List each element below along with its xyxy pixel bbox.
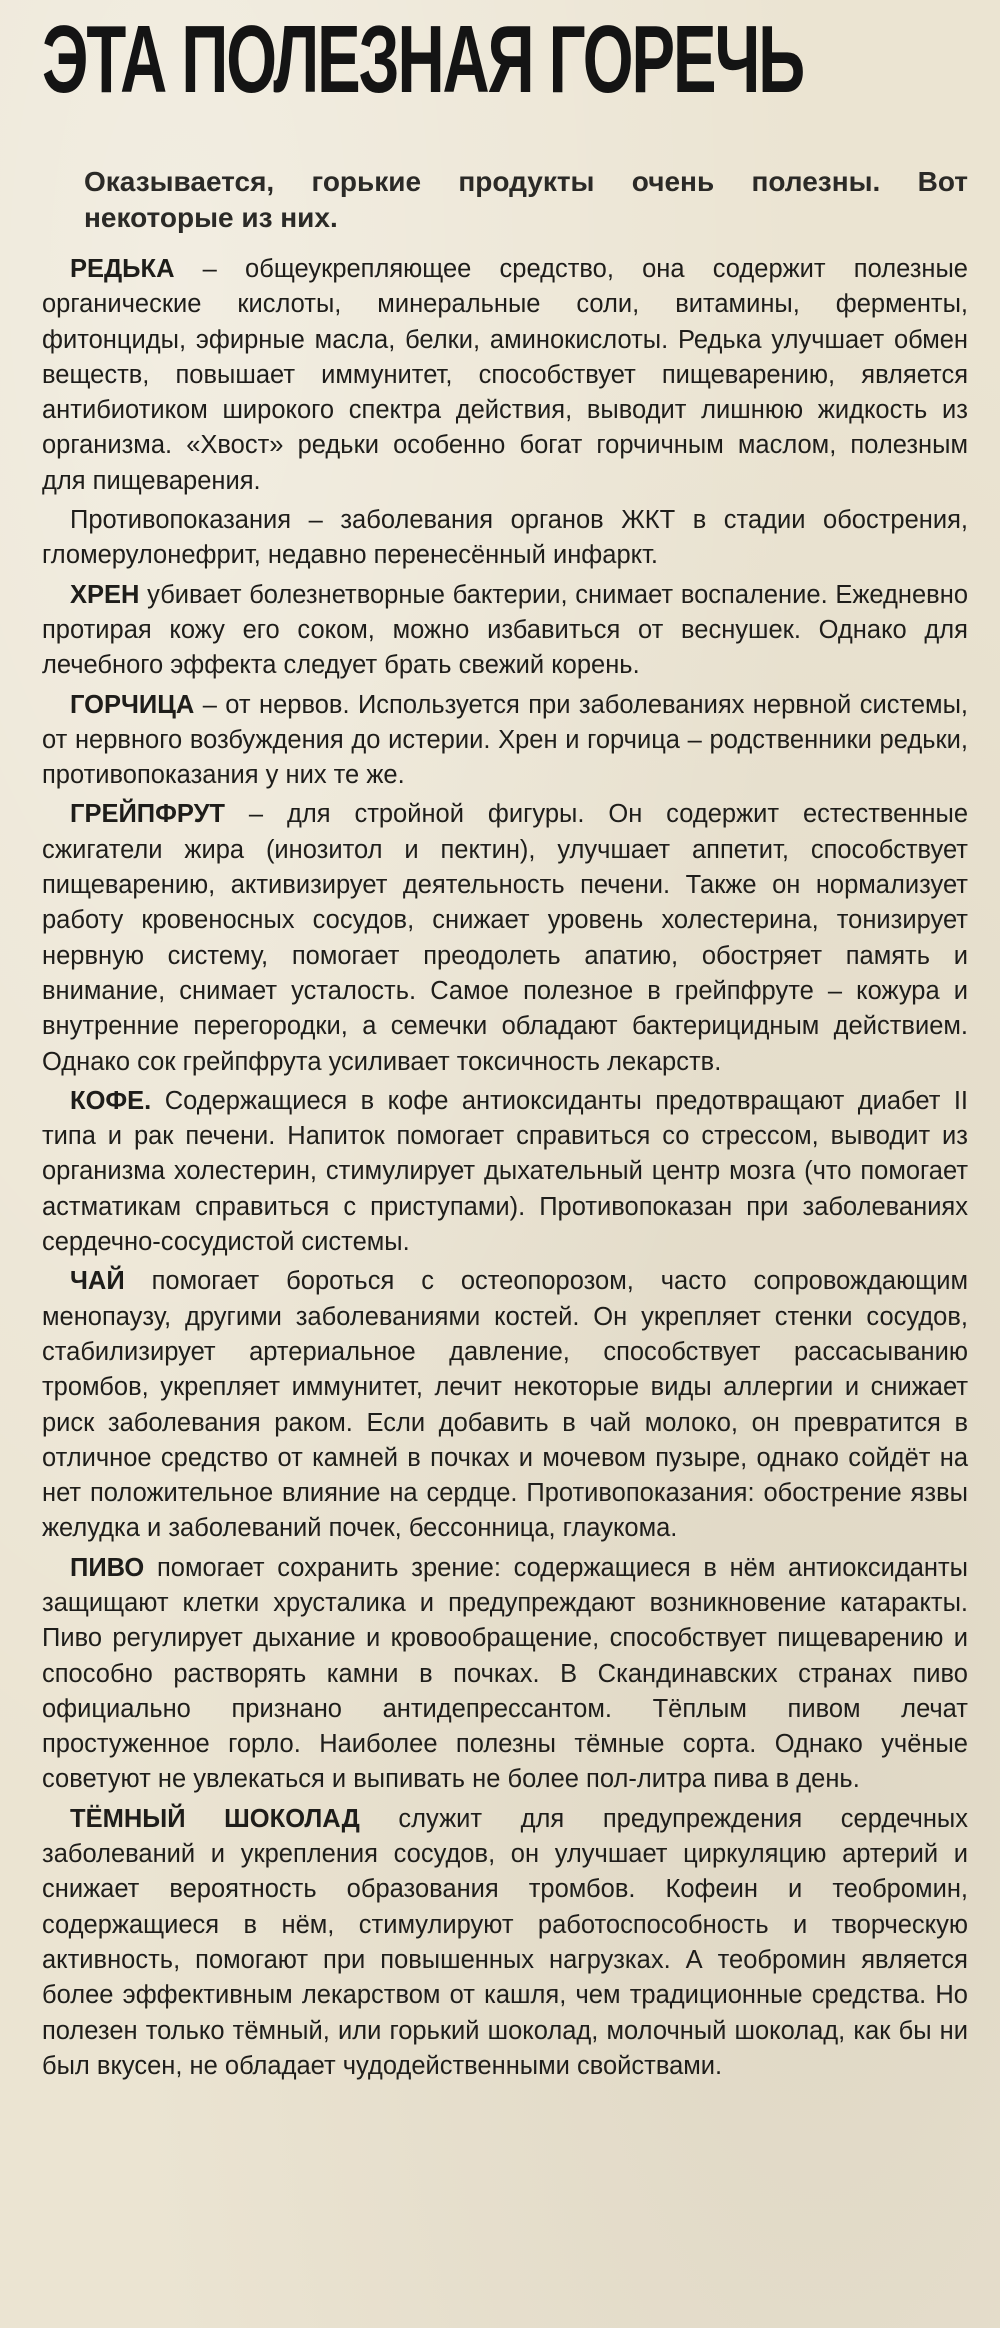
article-lead: Оказывается, горькие продукты очень полезны. Вот некоторые из них. (84, 166, 968, 233)
paragraph-mustard (42, 688, 968, 794)
keyword-grapefruit: ГРЕЙПФРУТ (70, 800, 226, 829)
paragraph-coffee (42, 1084, 968, 1260)
keyword-dark-chocolate: ТЁМНЫЙ ШОКОЛАД (70, 1804, 360, 1833)
paragraph-text: – общеукрепляющее средство, она содержит полезные органические кислоты, минеральные соли, витамины, ферменты, фитонциды, эфирные масла, белки, аминокислоты. Редька улучшает обмен веществ, повышает иммунитет, способствует пищеварению, является антибиотиком широкого спектра действия, выводит лишнюю жидкость из организма. «Хвост» редьки особенно богат горчичным маслом, полезным для пищеварения. (42, 255, 968, 495)
paragraph-contraindications (42, 503, 968, 574)
paragraph-text: помогает бороться с остеопорозом, часто сопровождающим менопаузу, другими заболеваниями костей. Он укрепляет стенки сосудов, стабилизирует артериальное давление, способствует рассасыванию тромбов, укрепляет иммунитет, лечит некоторые виды аллергии и снижает риск заболевания раком. Если добавить в чай молоко, он превратится в отличное средство от камней в почках и мочевом пузыре, однако сойдёт на нет положительное влияние на сердце. Противопоказания: обострение язвы желудка и заболеваний почек, бессонница, глаукома. (42, 1267, 968, 1543)
keyword-mustard: ГОРЧИЦА (70, 690, 195, 719)
paragraph-text: Содержащиеся в кофе антиоксиданты предотвращают диабет II типа и рак печени. Напиток помогает справиться со стрессом, выводит из организма холестерин, стимулирует дыхательный центр мозга (что помогает астматикам справиться с приступами). Противопоказан при заболеваниях сердечно-сосудистой системы. (42, 1086, 968, 1257)
keyword-radish: РЕДЬКА (70, 255, 175, 283)
paragraph-radish (42, 252, 968, 499)
paragraph-beer (42, 1551, 968, 1798)
paragraph-horseradish (42, 578, 968, 684)
paragraph-tea (42, 1264, 968, 1546)
paragraph-text: – для стройной фигуры. Он содержит естественные сжигатели жира (инозитол и пектин), улучшает аппетит, способствует пищеварению, активизирует деятельность печени. Также он нормализует работу кровеносных сосудов, снижает уровень холестерина, тонизирует нервную систему, помогает преодолеть апатию, обостряет память и внимание, снимает усталость. Самое полезное в грейпфруте – кожура и внутренние перегородки, а семечки обладают бактерицидным действием. Однако сок грейпфрута усиливает токсичность лекарств. (42, 800, 968, 1076)
paragraph-text: Противопоказания – заболевания органов ЖКТ в стадии обострения, гломерулонефрит, недавно перенесённый инфаркт. (42, 506, 968, 570)
keyword-beer: ПИВО (70, 1553, 145, 1582)
paragraph-dark-chocolate (42, 1802, 968, 2084)
paragraph-grapefruit (42, 797, 968, 1079)
paragraph-text: помогает сохранить зрение: содержащиеся в нём антиоксиданты защищают клетки хрусталика и предупреждают возникновение катаракты. Пиво регулирует дыхание и кровообращение, способствует пищеварению и способно растворять камни в почках. В Скандинавских странах пиво официально признано антидепрессантом. Тёплым пивом лечат простуженное горло. Наиболее полезны тёмные сорта. Однако учёные советуют не увлекаться и выпивать не более пол-литра пива в день. (42, 1553, 968, 1794)
article-body (42, 252, 968, 2084)
paragraph-text: убивает болезнетворные бактерии, снимает воспаление. Ежедневно протирая кожу его соком, можно избавиться от веснушек. Однако для лечебного эффекта следует брать свежий корень. (42, 580, 968, 680)
keyword-tea: ЧАЙ (70, 1267, 125, 1296)
paragraph-text: служит для предупреждения сердечных заболеваний и укрепления сосудов, он улучшает циркуляцию артерий и снижает вероятность образования тромбов. Кофеин и теобромин, содержащиеся в нём, стимулируют работоспособность и творческую активность, помогают при повышенных нагрузках. А теобромин является более эффективным лекарством от кашля, чем традиционные средства. Но полезен только тёмный, или горький шоколад, молочный шоколад, как бы ни был вкусен, не обладает чудодейственными свойствами. (42, 1804, 968, 2080)
paragraph-text: – от нервов. Используется при заболеваниях нервной системы, от нервного возбуждения до истерии. Хрен и горчица – родственники редьки, противопоказания у них те же. (42, 690, 968, 790)
keyword-coffee: КОФЕ. (70, 1086, 152, 1115)
article-headline: ЭТА ПОЛЕЗНАЯ ГОРЕЧЬ (42, 6, 804, 113)
keyword-horseradish: ХРЕН (70, 580, 140, 609)
